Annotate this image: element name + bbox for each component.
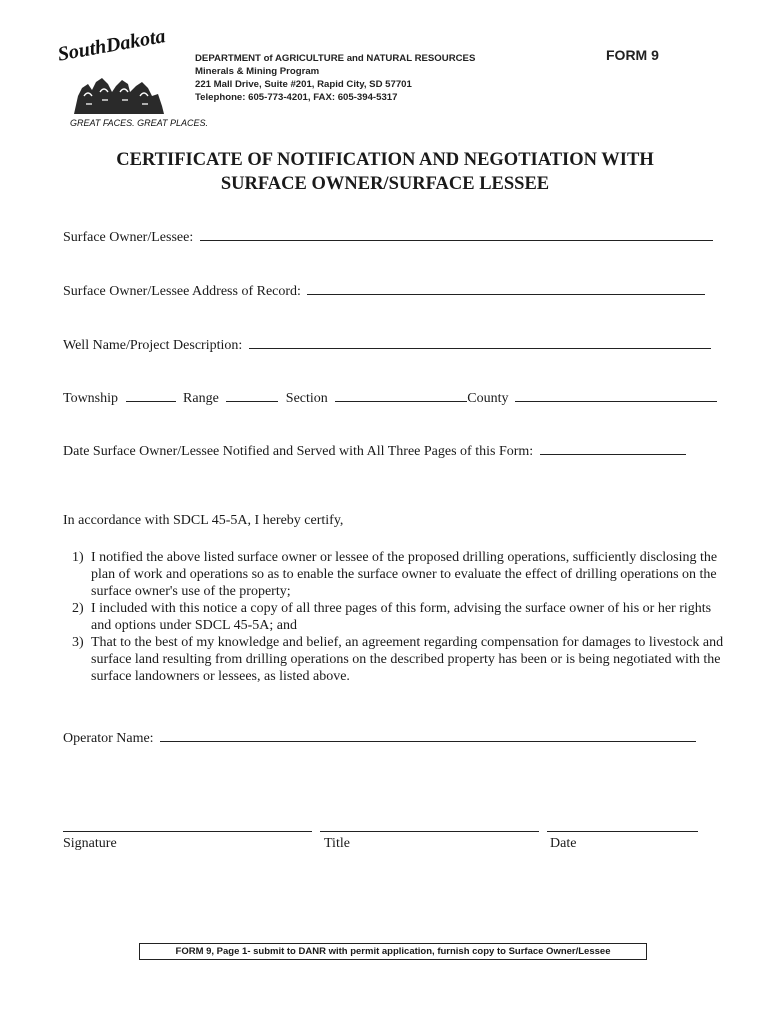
certify-item [72, 634, 732, 685]
county-field[interactable] [515, 389, 717, 402]
address-field[interactable] [307, 282, 705, 295]
location-row [63, 389, 717, 408]
date-notified-label: Date Surface Owner/Lessee Notified and Served with All Three Pages of this Form: [63, 444, 534, 459]
certify-item [72, 549, 732, 600]
township-label: Township [63, 391, 119, 406]
program-name: Minerals & Mining Program [195, 66, 320, 77]
range-label: Range [183, 391, 219, 406]
agency-phone: Telephone: 605-773-4201, FAX: 605-394-5317 [195, 92, 398, 103]
logo-tagline: GREAT FACES. GREAT PLACES. [70, 118, 209, 128]
mount-rushmore-icon [70, 66, 166, 116]
operator-row [63, 729, 696, 748]
south-dakota-logo [56, 25, 209, 136]
item-text: I notified the above listed surface owner or lessee of the proposed drilling operations, sufficiently disclosing the plan of work and operations so as to enable the surface owner to evaluate the effect of drilling operations on the surface owner's use of the property; [91, 550, 718, 599]
item-number: 3) [72, 635, 84, 650]
agency-address: 221 Mall Drive, Suite #201, Rapid City, SD 57701 [195, 79, 412, 90]
address-row [63, 282, 705, 301]
owner-label: Surface Owner/Lessee: [63, 230, 194, 245]
title-line-2: SURFACE OWNER/SURFACE LESSEE [220, 174, 550, 194]
dept-name: DEPARTMENT of AGRICULTURE and NATURAL RESOURCES [195, 53, 476, 64]
logo-script-text: SouthDakota [56, 25, 168, 66]
county-label: County [467, 391, 509, 406]
item-text: That to the best of my knowledge and belief, an agreement regarding compensation for damages to livestock and surface land resulting from drilling operations on the described property has been or is being negotiated with the surface landowners or lessees, as listed above. [91, 635, 724, 684]
item-number: 1) [72, 550, 84, 565]
item-text: I included with this notice a copy of all three pages of this form, advising the surface owner of his or her rights and options under SDCL 45-5A; and [91, 601, 712, 633]
title-label: Title [324, 836, 350, 851]
document-title [0, 148, 770, 196]
page-footer: FORM 9, Page 1- submit to DANR with permit application, furnish copy to Surface Owner/Lessee [139, 943, 647, 960]
address-label: Surface Owner/Lessee Address of Record: [63, 284, 301, 299]
title-line-1: CERTIFICATE OF NOTIFICATION AND NEGOTIATION WITH [116, 150, 654, 170]
form-number: FORM 9 [606, 47, 659, 63]
well-label: Well Name/Project Description: [63, 338, 243, 353]
certify-intro: In accordance with SDCL 45-5A, I hereby certify, [63, 513, 344, 528]
well-field[interactable] [249, 336, 711, 349]
owner-row [63, 228, 713, 247]
certify-item [72, 600, 732, 634]
section-label: Section [285, 391, 328, 406]
township-field[interactable] [126, 389, 176, 402]
date-notified-field[interactable] [540, 442, 686, 455]
date-field[interactable] [547, 831, 698, 832]
well-row [63, 336, 711, 355]
owner-field[interactable] [200, 228, 713, 241]
agency-header [195, 52, 475, 104]
operator-label: Operator Name: [63, 731, 154, 746]
date-notified-row [63, 442, 686, 461]
certify-list [72, 549, 732, 685]
range-field[interactable] [226, 389, 278, 402]
signature-label: Signature [63, 836, 117, 851]
date-label: Date [550, 836, 577, 851]
section-field[interactable] [335, 389, 467, 402]
signature-field[interactable] [63, 831, 312, 832]
item-number: 2) [72, 601, 84, 616]
operator-field[interactable] [160, 729, 696, 742]
title-field[interactable] [320, 831, 539, 832]
